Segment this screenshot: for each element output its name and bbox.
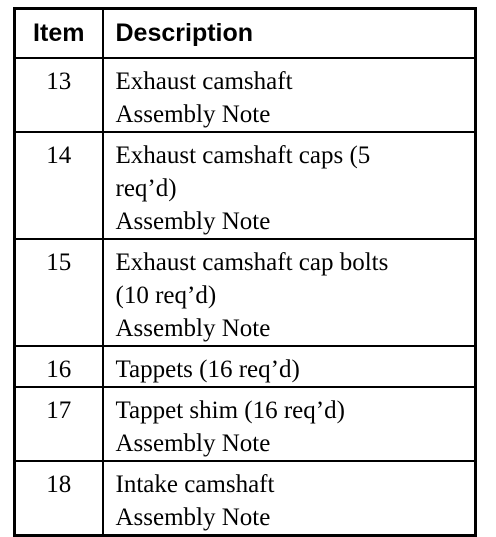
description-line: Intake camshaft <box>115 471 275 498</box>
item-description <box>103 387 476 461</box>
table-row <box>15 461 476 536</box>
item-description <box>103 132 476 239</box>
assembly-note: Assembly Note <box>115 430 271 457</box>
description-line: Tappets (16 req’d) <box>115 356 300 383</box>
item-number: 17 <box>15 387 103 461</box>
item-number: 13 <box>15 58 103 132</box>
description-line: (10 req’d) <box>115 282 217 309</box>
parts-table <box>13 7 477 537</box>
table-row <box>15 346 476 387</box>
description-line: req’d) <box>115 175 177 202</box>
description-line: Exhaust camshaft cap bolts <box>115 249 389 276</box>
item-number: 18 <box>15 461 103 536</box>
description-line: Tappet shim (16 req’d) <box>115 397 345 424</box>
table-row <box>15 132 476 239</box>
description-line: Exhaust camshaft <box>115 68 293 95</box>
table-row <box>15 387 476 461</box>
item-number: 14 <box>15 132 103 239</box>
description-column-header: Description <box>103 9 476 59</box>
item-description <box>103 239 476 346</box>
item-description <box>103 58 476 132</box>
assembly-note: Assembly Note <box>115 208 271 235</box>
header-row <box>15 9 476 59</box>
assembly-note: Assembly Note <box>115 101 271 128</box>
item-number: 15 <box>15 239 103 346</box>
assembly-note: Assembly Note <box>115 504 271 531</box>
item-column-header: Item <box>15 9 103 59</box>
description-line: Exhaust camshaft caps (5 <box>115 142 371 169</box>
table-row <box>15 58 476 132</box>
item-description <box>103 346 476 387</box>
item-number: 16 <box>15 346 103 387</box>
table-row <box>15 239 476 346</box>
assembly-note: Assembly Note <box>115 315 271 342</box>
item-description <box>103 461 476 536</box>
